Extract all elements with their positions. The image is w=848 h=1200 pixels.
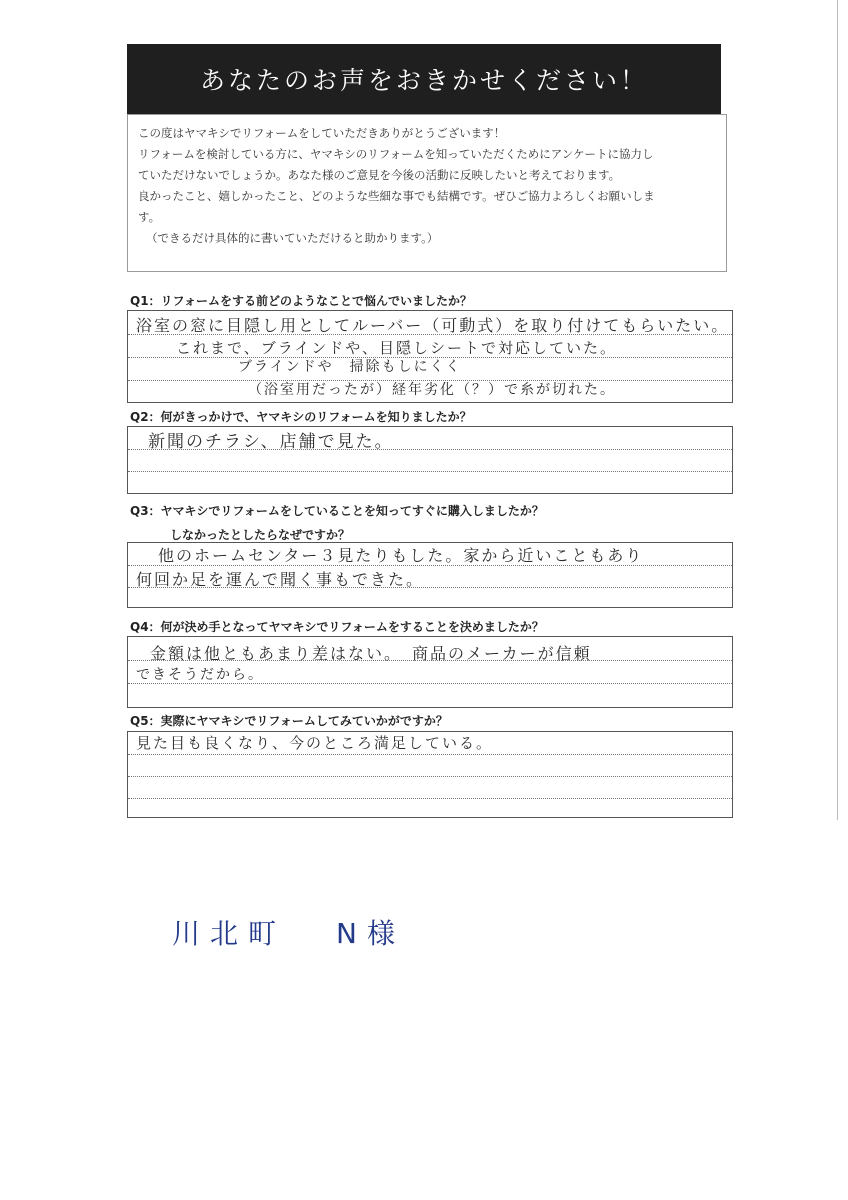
intro-line: 良かったこと、嬉しかったこと、どのような些細な事でも結構です。ぜひご協力よろしくお願いしま — [138, 189, 655, 203]
intro-line: す。 — [138, 210, 161, 224]
question-3-label: Q3：ヤマキシでリフォームをしていることを知ってすぐに購入しましたか？ — [130, 504, 544, 518]
signature-town: 川北町 — [172, 917, 287, 950]
handwritten-answer: 見た目も良くなり、今のところ満足している。 — [136, 734, 494, 752]
handwritten-answer: 金額は他ともあまり差はない。 商品のメーカーが信頼 — [150, 644, 592, 663]
question-4-label: Q4：何が決め手となってヤマキシでリフォームをすることを決めましたか？ — [130, 620, 544, 634]
intro-box — [127, 114, 727, 272]
signature-name: N様 — [336, 917, 405, 950]
question-5-label: Q5：実際にヤマキシでリフォームしてみていかがですか？ — [130, 714, 448, 728]
handwritten-answer: 他のホームセンター３見たりもした。家から近いこともあり — [158, 546, 644, 565]
question-2-label: Q2：何がきっかけで、ヤマキシのリフォームを知りましたか？ — [130, 410, 472, 424]
handwritten-answer: 浴室の窓に目隠し用としてルーバー（可動式）を取り付けてもらいたい。 — [136, 316, 730, 335]
handwritten-answer: ブラインドや 掃除もしにくく — [238, 359, 462, 375]
handwritten-answer: 新聞のチラシ、店舗で見た。 — [148, 432, 394, 452]
question-1-label: Q1：リフォームをする前どのようなことで悩んでいましたか？ — [130, 294, 472, 308]
scan-edge-line — [837, 0, 838, 820]
answer-box-3 — [127, 542, 733, 608]
answer-box-4 — [127, 636, 733, 708]
handwritten-answer: 何回か足を運んで聞く事もできた。 — [136, 570, 425, 589]
answer-box-5 — [127, 731, 733, 818]
intro-line: ていただけないでしょうか。あなた様のご意見を今後の活動に反映したいと考えております。 — [138, 168, 621, 182]
answer-box-2 — [127, 426, 733, 494]
survey-title: あなたのお声をおきかせください！ — [127, 44, 721, 114]
handwritten-answer: （浴室用だったが）経年劣化（？）で糸が切れた。 — [248, 382, 616, 398]
handwritten-answer: できそうだから。 — [136, 667, 264, 683]
intro-line: この度はヤマキシでリフォームをしていただきありがとうございます！ — [138, 126, 506, 140]
intro-line: （できるだけ具体的に書いていただけると助かります。） — [146, 231, 439, 245]
answer-box-1 — [127, 310, 733, 403]
intro-line: リフォームを検討している方に、ヤマキシのリフォームを知っていただくためにアンケートに協力し — [138, 147, 654, 161]
question-3-sublabel: しなかったとしたらなぜですか？ — [170, 528, 351, 542]
handwritten-answer: これまで、ブラインドや、目隠しシートで対応していた。 — [176, 339, 617, 357]
